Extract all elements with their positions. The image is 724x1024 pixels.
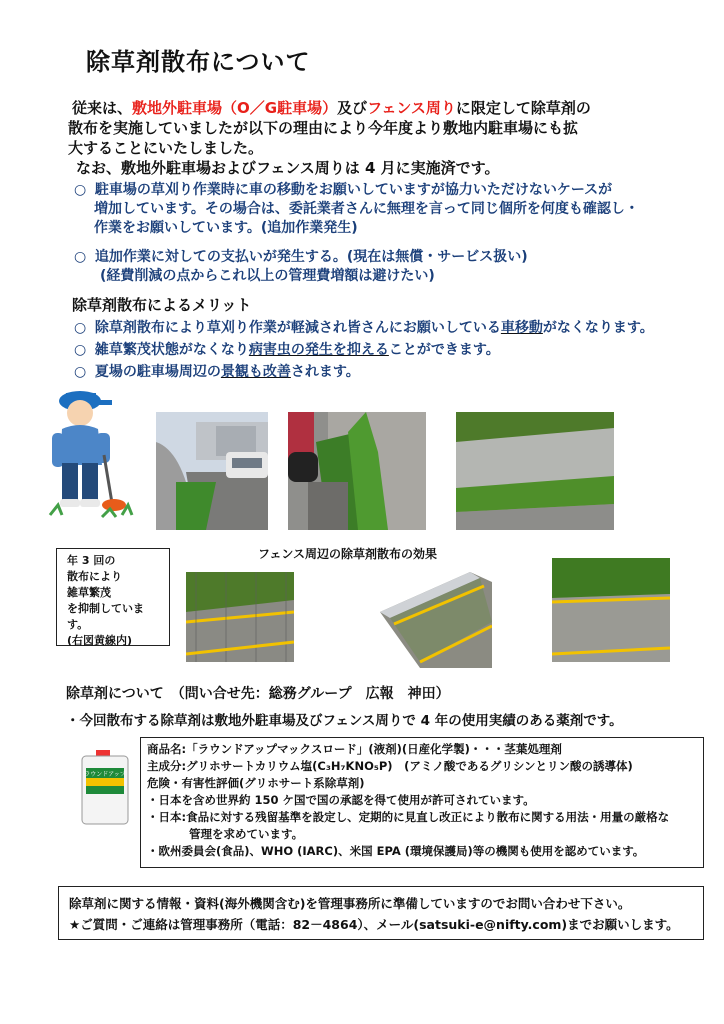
merit-item	[74, 363, 714, 382]
merit-underlined: 病害虫の発生を抑える	[248, 342, 389, 358]
intro-paragraph	[68, 98, 712, 178]
note-line: 年 3 回の	[67, 554, 116, 567]
intro-highlight-fence: フェンス周り	[367, 99, 456, 117]
parking-photo-1	[156, 412, 268, 530]
merit-text: がなくなります。	[542, 320, 654, 336]
note-line: 雑草繁茂	[67, 586, 111, 599]
product-bullet: 管理を求めています。	[189, 827, 304, 841]
fence-photo-2	[380, 572, 492, 668]
merit-text: 除草剤散布により草刈り作業が軽減され皆さんにお願いしている	[94, 320, 501, 336]
merit-list	[74, 319, 714, 382]
circle-bullet-icon: ○	[74, 182, 87, 198]
page-title: 除草剤散布について	[86, 48, 311, 76]
note-line: 散布により	[67, 570, 122, 583]
merit-underlined: 車移動	[500, 320, 543, 336]
merit-item	[74, 319, 714, 338]
circle-bullet-icon: ○	[74, 249, 87, 265]
product-ingredient: 主成分:グリホサートカリウム塩(C₃H₇KNO₅P) (アミノ酸であるグリシンとリン酸の誘導体)	[147, 759, 633, 773]
merit-text: 雑草繁茂状態がなくなり	[94, 342, 249, 358]
merit-text: 夏場の駐車場周辺の	[94, 364, 221, 380]
note-line: (右図黄線内)	[67, 634, 133, 647]
reason-text: 増加しています。その場合は、委託業者さんに無理を言って同じ個所を何度も確認し・	[94, 201, 639, 217]
merit-text: ことができます。	[388, 342, 500, 358]
product-name: 商品名:「ラウンドアップマックスロード」(液剤)(日産化学製)・・・茎葉処理剤	[147, 742, 562, 756]
intro-text: 大することにいたしました。	[68, 139, 264, 157]
footer-info: 除草剤に関する情報・資料(海外機関含む)を管理事務所に準備していますのでお問い合わせ下さい。	[69, 896, 631, 911]
parking-photo-3	[456, 412, 614, 530]
intro-text: 散布を実施していましたが以下の理由により今年度より敷地内駐車場にも拡	[68, 119, 579, 137]
product-bullet: ・日本:食品に対する残留基準を設定し、定期的に見直し改正により散布に関する用法・用量の厳格な	[147, 810, 670, 824]
merit-text: されます。	[290, 364, 360, 380]
product-bullet: ・日本を含め世界約 150 ケ国で国の承認を得て使用が許可されています。	[147, 793, 535, 807]
circle-bullet-icon: ○	[74, 342, 87, 358]
fence-caption: フェンス周辺の除草剤散布の効果	[258, 547, 438, 561]
bottle-label: ラウンドアップ	[84, 771, 126, 778]
intro-text: 従来は、	[72, 99, 133, 117]
reason-text: 駐車場の草刈り作業時に車の移動をお願いしていますが協力いただけないケースが	[94, 182, 613, 198]
product-bullet: ・欧州委員会(食品)、WHO (IARC)、米国 EPA (環境保護局)等の機関も使用を認めています。	[147, 844, 645, 858]
product-info-box	[140, 737, 704, 868]
parking-photo-2	[288, 412, 426, 530]
reason-item	[74, 248, 714, 286]
intro-text: 及び	[337, 99, 368, 117]
reason-text: 追加作業に対しての支払いが発生する。(現在は無償・サービス扱い)	[94, 249, 528, 265]
circle-bullet-icon: ○	[74, 364, 87, 380]
fence-photo-3	[552, 558, 670, 662]
circle-bullet-icon: ○	[74, 320, 87, 336]
contact-heading: 除草剤について （問い合せ先：総務グループ 広報 神田）	[66, 686, 450, 702]
herbicide-bottle-icon	[78, 750, 132, 826]
note-box	[56, 548, 170, 646]
merit-heading: 除草剤散布によるメリット	[72, 296, 252, 314]
intro-text: に限定して除草剤の	[455, 99, 591, 117]
reason-text: (経費削減の点からこれ以上の管理費増額は避けたい)	[100, 268, 435, 284]
merit-item	[74, 341, 714, 360]
fence-photo-1	[186, 572, 294, 662]
product-hazard: 危険・有害性評価(グリホサート系除草剤)	[147, 776, 365, 790]
footer-contact: ★ご質問・ご連絡は管理事務所（電話：82－4864）、メール(satsuki-e@nifty.com)までお願いします。	[69, 917, 679, 932]
intro-highlight-parking: 敷地外駐車場（O／G駐車場）	[132, 99, 338, 117]
note-line: を抑制しています。	[67, 602, 144, 631]
contact-line: ・今回散布する除草剤は敷地外駐車場及びフェンス周りで 4 年の使用実績のある薬剤です。	[66, 713, 623, 729]
worker-illustration	[40, 383, 136, 521]
intro-note: なお、敷地外駐車場およびフェンス周りは 4 月に実施済です。	[76, 159, 500, 177]
reason-text: 作業をお願いしています。(追加作業発生)	[94, 220, 358, 236]
footer-box	[58, 886, 704, 940]
reason-item	[74, 181, 714, 238]
merit-underlined: 景観も改善	[220, 364, 291, 380]
